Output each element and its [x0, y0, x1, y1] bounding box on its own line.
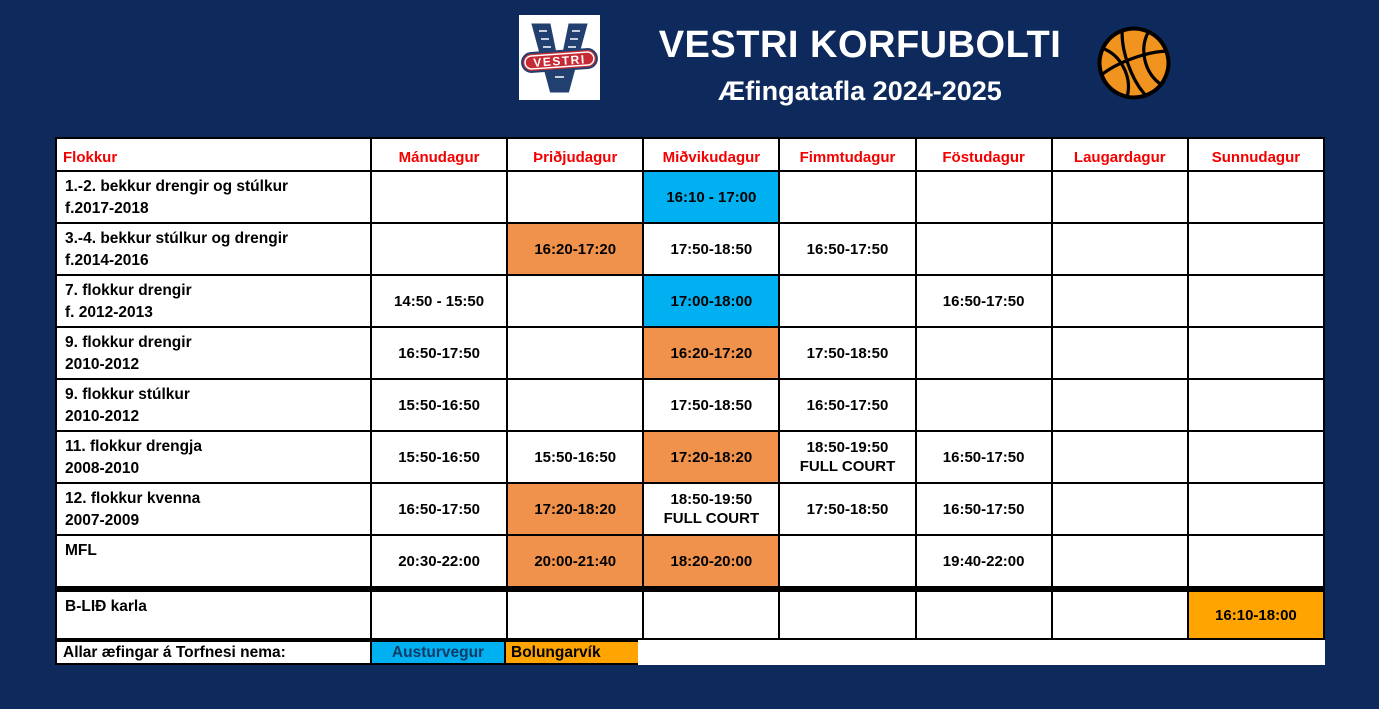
time-text: 17:00-18:00 — [670, 292, 753, 310]
schedule-cell — [1053, 328, 1187, 378]
schedule-cell — [780, 592, 914, 638]
schedule-cell — [508, 592, 642, 638]
time-text: 16:10 - 17:00 — [666, 188, 757, 206]
row-label-cell — [57, 432, 370, 482]
column-header: Miðvikudagur — [644, 139, 778, 170]
time-text: 17:20-18:20 — [534, 500, 617, 518]
schedule-cell — [644, 328, 778, 378]
schedule-cell — [1189, 484, 1323, 534]
schedule-cell — [508, 276, 642, 326]
row-label-cell — [57, 484, 370, 534]
schedule-cell — [780, 276, 914, 326]
schedule-cell — [372, 592, 506, 638]
schedule-cell — [917, 380, 1051, 430]
schedule-cell — [1189, 592, 1323, 638]
schedule-cell — [780, 328, 914, 378]
column-header: Sunnudagur — [1189, 139, 1323, 170]
time-text: 18:50-19:50 — [806, 439, 889, 456]
row-sublabel: 2010-2012 — [65, 408, 140, 425]
time-text: 17:50-18:50 — [806, 344, 889, 362]
time-text: 17:50-18:50 — [670, 396, 753, 414]
schedule-cell — [1053, 224, 1187, 274]
time-text: 16:50-17:50 — [942, 448, 1025, 466]
column-header: Föstudagur — [917, 139, 1051, 170]
basketball-icon — [1094, 21, 1174, 105]
schedule-cell — [1189, 276, 1323, 326]
schedule-cell — [508, 328, 642, 378]
schedule-cell — [780, 224, 914, 274]
schedule-cell — [644, 224, 778, 274]
legend-item-austurvegur: Austurvegur — [370, 640, 506, 665]
schedule-cell — [917, 484, 1051, 534]
header-titles — [630, 24, 1090, 107]
time-text: 18:20-20:00 — [670, 552, 753, 570]
schedule-cell — [644, 432, 778, 482]
schedule-cell — [917, 432, 1051, 482]
schedule-cell — [372, 276, 506, 326]
time-text: 17:20-18:20 — [670, 448, 753, 466]
schedule-cell — [917, 276, 1051, 326]
time-text: 16:50-17:50 — [942, 292, 1025, 310]
schedule-cell — [1053, 172, 1187, 222]
schedule-cell — [372, 536, 506, 586]
schedule-cell — [372, 432, 506, 482]
column-header: Flokkur — [57, 139, 370, 170]
schedule-cell — [508, 432, 642, 482]
column-header: Mánudagur — [372, 139, 506, 170]
schedule-cell — [644, 380, 778, 430]
legend-empty-strip — [638, 640, 1325, 665]
schedule-cell — [508, 224, 642, 274]
schedule-cell — [780, 432, 914, 482]
schedule-table — [55, 137, 1325, 640]
schedule-cell — [917, 592, 1051, 638]
schedule-cell — [508, 172, 642, 222]
row-sublabel: 2010-2012 — [65, 356, 140, 373]
column-header: Þriðjudagur — [508, 139, 642, 170]
schedule-cell — [917, 224, 1051, 274]
row-label-cell — [57, 536, 370, 586]
schedule-cell — [780, 484, 914, 534]
schedule-cell — [372, 484, 506, 534]
row-label-cell — [57, 224, 370, 274]
schedule-cell — [780, 380, 914, 430]
schedule-cell — [372, 380, 506, 430]
row-sublabel: f. 2012-2013 — [65, 304, 153, 321]
time-text: 16:50-17:50 — [398, 344, 480, 362]
time-text: 19:40-22:00 — [942, 552, 1025, 570]
column-header: Laugardagur — [1053, 139, 1187, 170]
schedule-cell — [1189, 328, 1323, 378]
time-text: 14:50 - 15:50 — [394, 292, 485, 310]
time-text: 16:20-17:20 — [534, 240, 617, 258]
time-text: 16:50-17:50 — [398, 500, 480, 518]
schedule-cell — [644, 484, 778, 534]
time-note: FULL COURT — [663, 510, 760, 527]
schedule-cell — [372, 172, 506, 222]
schedule-cell — [1053, 484, 1187, 534]
page-subtitle: Æfingatafla 2024-2025 — [718, 76, 1002, 106]
schedule-cell — [917, 536, 1051, 586]
row-label: 3.-4. bekkur stúlkur og drengir — [65, 230, 289, 247]
row-label-cell — [57, 328, 370, 378]
schedule-cell — [780, 536, 914, 586]
row-label: 9. flokkur stúlkur — [65, 386, 190, 403]
row-label-cell — [57, 380, 370, 430]
thick-divider — [57, 588, 1323, 590]
schedule-cell — [508, 484, 642, 534]
schedule-cell — [1053, 592, 1187, 638]
schedule-cell — [372, 328, 506, 378]
schedule-cell — [917, 172, 1051, 222]
page-title: VESTRI KORFUBOLTI — [658, 24, 1062, 66]
legend-item-bolungarvik: Bolungarvík — [504, 640, 640, 665]
time-text: 16:10-18:00 — [1215, 606, 1297, 624]
row-sublabel: 2008-2010 — [65, 460, 140, 477]
schedule-cell — [917, 328, 1051, 378]
vestri-crest-icon — [519, 15, 600, 100]
column-header: Fimmtudagur — [780, 139, 914, 170]
time-text: 16:50-17:50 — [806, 240, 889, 258]
vestri-club-logo — [519, 15, 600, 100]
time-text: 20:00-21:40 — [534, 552, 617, 570]
row-label: 12. flokkur kvenna — [65, 490, 201, 507]
schedule-cell — [1053, 380, 1187, 430]
schedule-cell — [644, 172, 778, 222]
logo-ribbon-text: VESTRI — [532, 52, 587, 70]
row-label: 7. flokkur drengir — [65, 282, 192, 299]
time-text: 20:30-22:00 — [398, 552, 480, 570]
time-text: 18:50-19:50 — [670, 491, 753, 508]
time-text: 16:50-17:50 — [806, 396, 889, 414]
schedule-cell — [644, 592, 778, 638]
schedule-cell — [1189, 432, 1323, 482]
schedule-cell — [780, 172, 914, 222]
schedule-cell — [644, 536, 778, 586]
row-label: 11. flokkur drengja — [65, 438, 202, 455]
legend-label: Allar æfingar á Torfnesi nema: — [55, 640, 372, 665]
row-sublabel: 2007-2009 — [65, 512, 140, 529]
time-text: 16:50-17:50 — [942, 500, 1025, 518]
time-text: 15:50-16:50 — [398, 448, 480, 466]
schedule-cell — [644, 276, 778, 326]
time-text: 17:50-18:50 — [806, 500, 889, 518]
row-label: MFL — [65, 542, 97, 559]
row-sublabel: f.2014-2016 — [65, 252, 149, 269]
schedule-cell — [508, 536, 642, 586]
schedule-cell — [1053, 276, 1187, 326]
row-sublabel: f.2017-2018 — [65, 200, 149, 217]
row-label: 9. flokkur drengir — [65, 334, 192, 351]
row-label: 1.-2. bekkur drengir og stúlkur — [65, 178, 289, 195]
schedule-cell — [372, 224, 506, 274]
row-label-cell — [57, 172, 370, 222]
row-label: B-LIÐ karla — [65, 598, 147, 615]
schedule-cell — [1189, 536, 1323, 586]
time-text: 15:50-16:50 — [534, 448, 617, 466]
schedule-cell — [1053, 432, 1187, 482]
schedule-cell — [508, 380, 642, 430]
legend-row — [55, 640, 1325, 665]
time-text: 17:50-18:50 — [670, 240, 753, 258]
schedule-cell — [1189, 224, 1323, 274]
schedule-cell — [1189, 172, 1323, 222]
row-label-cell — [57, 592, 370, 638]
schedule-cell — [1053, 536, 1187, 586]
row-label-cell — [57, 276, 370, 326]
time-text: 16:20-17:20 — [670, 344, 753, 362]
time-note: FULL COURT — [799, 458, 896, 475]
time-text: 15:50-16:50 — [398, 396, 480, 414]
schedule-cell — [1189, 380, 1323, 430]
